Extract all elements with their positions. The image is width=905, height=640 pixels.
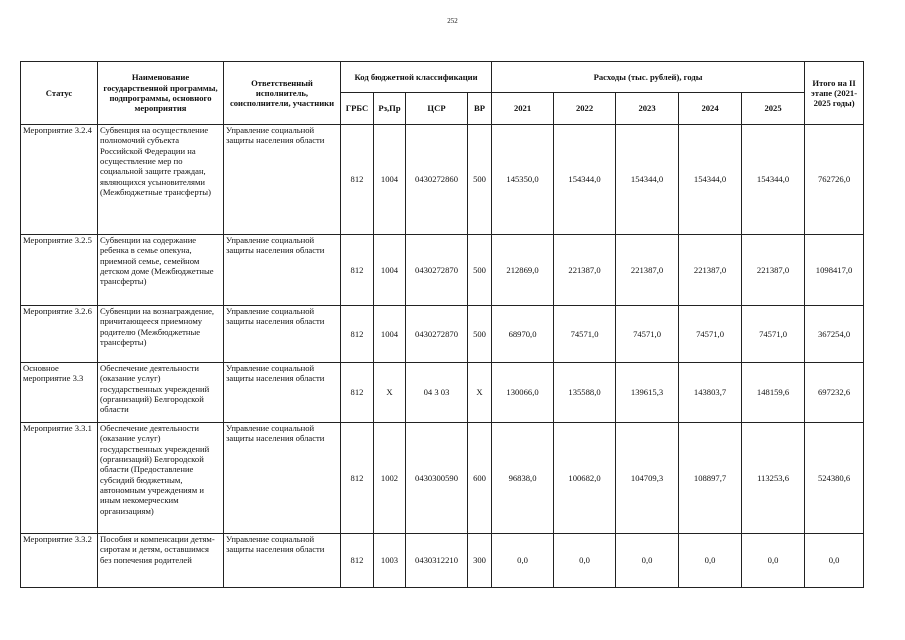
cell-executor: Управление социальной защиты населения области — [224, 423, 341, 534]
header-2024: 2024 — [679, 93, 742, 125]
cell-2024: 154344,0 — [679, 125, 742, 235]
cell-csr: 0430272870 — [406, 306, 468, 363]
cell-grbs: 812 — [341, 306, 374, 363]
cell-2022: 100682,0 — [554, 423, 616, 534]
cell-name: Субвенции на содержание ребенка в семье опекуна, приемной семье, семейном детском доме (Межбюджетные трансферты) — [98, 235, 224, 306]
cell-2025: 148159,6 — [742, 363, 805, 423]
cell-grbs: 812 — [341, 534, 374, 588]
cell-2025: 113253,6 — [742, 423, 805, 534]
cell-2021: 0,0 — [492, 534, 554, 588]
cell-vr: 500 — [468, 306, 492, 363]
header-rzpr: Рз,Пр — [374, 93, 406, 125]
cell-2021: 130066,0 — [492, 363, 554, 423]
table-row — [21, 423, 864, 534]
cell-csr: 04 3 03 — [406, 363, 468, 423]
cell-2023: 221387,0 — [616, 235, 679, 306]
cell-executor: Управление социальной защиты населения области — [224, 534, 341, 588]
header-name: Наименование государственной программы, подпрограммы, основного мероприятия — [98, 62, 224, 125]
cell-2023: 104709,3 — [616, 423, 679, 534]
cell-2022: 154344,0 — [554, 125, 616, 235]
cell-grbs: 812 — [341, 235, 374, 306]
cell-total: 367254,0 — [805, 306, 864, 363]
budget-table — [20, 61, 864, 588]
cell-name: Субвенции на вознаграждение, причитающееся приемному родителю (Межбюджетные трансферты) — [98, 306, 224, 363]
cell-rzpr: 1002 — [374, 423, 406, 534]
cell-name: Субвенция на осуществление полномочий субъекта Российской Федерации на осуществление мер по социальной защите граждан, являющихся усыновителями (Межбюджетные трансферты) — [98, 125, 224, 235]
cell-2025: 154344,0 — [742, 125, 805, 235]
cell-rzpr: 1004 — [374, 125, 406, 235]
table-row — [21, 125, 864, 235]
cell-total: 0,0 — [805, 534, 864, 588]
cell-status: Мероприятие 3.3.2 — [21, 534, 98, 588]
cell-grbs: 812 — [341, 125, 374, 235]
cell-2025: 221387,0 — [742, 235, 805, 306]
cell-2023: 0,0 — [616, 534, 679, 588]
cell-grbs: 812 — [341, 363, 374, 423]
header-2022: 2022 — [554, 93, 616, 125]
cell-2024: 108897,7 — [679, 423, 742, 534]
cell-vr: 500 — [468, 125, 492, 235]
cell-2024: 0,0 — [679, 534, 742, 588]
cell-executor: Управление социальной защиты населения области — [224, 306, 341, 363]
header-row-1 — [21, 62, 864, 93]
cell-rzpr: 1003 — [374, 534, 406, 588]
header-budget-code: Код бюджетной классификации — [341, 62, 492, 93]
cell-2021: 68970,0 — [492, 306, 554, 363]
cell-2021: 212869,0 — [492, 235, 554, 306]
cell-csr: 0430312210 — [406, 534, 468, 588]
cell-2024: 143803,7 — [679, 363, 742, 423]
table-row — [21, 534, 864, 588]
cell-vr: Х — [468, 363, 492, 423]
cell-rzpr: Х — [374, 363, 406, 423]
cell-vr: 600 — [468, 423, 492, 534]
cell-executor: Управление социальной защиты населения области — [224, 235, 341, 306]
header-grbs: ГРБС — [341, 93, 374, 125]
cell-status: Основное мероприятие 3.3 — [21, 363, 98, 423]
cell-2022: 0,0 — [554, 534, 616, 588]
header-total: Итого на II этапе (2021-2025 годы) — [805, 62, 864, 125]
cell-total: 524380,6 — [805, 423, 864, 534]
cell-status: Мероприятие 3.2.4 — [21, 125, 98, 235]
cell-executor: Управление социальной защиты населения области — [224, 363, 341, 423]
cell-2025: 0,0 — [742, 534, 805, 588]
cell-2024: 221387,0 — [679, 235, 742, 306]
cell-2022: 221387,0 — [554, 235, 616, 306]
header-csr: ЦСР — [406, 93, 468, 125]
cell-2023: 139615,3 — [616, 363, 679, 423]
cell-status: Мероприятие 3.2.6 — [21, 306, 98, 363]
header-status: Статус — [21, 62, 98, 125]
header-2025: 2025 — [742, 93, 805, 125]
header-2021: 2021 — [492, 93, 554, 125]
cell-name: Пособия и компенсации детям-сиротам и детям, оставшимся без попечения родителей — [98, 534, 224, 588]
cell-executor: Управление социальной защиты населения области — [224, 125, 341, 235]
cell-total: 1098417,0 — [805, 235, 864, 306]
page-number: 252 — [447, 17, 458, 25]
cell-status: Мероприятие 3.2.5 — [21, 235, 98, 306]
cell-2022: 135588,0 — [554, 363, 616, 423]
cell-2022: 74571,0 — [554, 306, 616, 363]
cell-total: 762726,0 — [805, 125, 864, 235]
table-row — [21, 306, 864, 363]
cell-2025: 74571,0 — [742, 306, 805, 363]
cell-name: Обеспечение деятельности (оказание услуг) государственных учреждений (организаций) Белгородской области (Предоставление субсидий бюджетным, автономным учреждениям и иным некомерческим организациям) — [98, 423, 224, 534]
cell-vr: 500 — [468, 235, 492, 306]
cell-csr: 0430272860 — [406, 125, 468, 235]
header-2023: 2023 — [616, 93, 679, 125]
cell-rzpr: 1004 — [374, 306, 406, 363]
cell-vr: 300 — [468, 534, 492, 588]
cell-csr: 0430272870 — [406, 235, 468, 306]
cell-csr: 0430300590 — [406, 423, 468, 534]
cell-rzpr: 1004 — [374, 235, 406, 306]
header-executor: Ответственный исполнитель, соисполнители, участники — [224, 62, 341, 125]
cell-2023: 154344,0 — [616, 125, 679, 235]
cell-name: Обеспечение деятельности (оказание услуг) государственных учреждений (организаций) Белгородской области — [98, 363, 224, 423]
cell-total: 697232,6 — [805, 363, 864, 423]
cell-grbs: 812 — [341, 423, 374, 534]
header-vr: ВР — [468, 93, 492, 125]
table-row — [21, 235, 864, 306]
table-row — [21, 363, 864, 423]
cell-2024: 74571,0 — [679, 306, 742, 363]
cell-2023: 74571,0 — [616, 306, 679, 363]
cell-2021: 96838,0 — [492, 423, 554, 534]
cell-status: Мероприятие 3.3.1 — [21, 423, 98, 534]
header-expenses: Расходы (тыс. рублей), годы — [492, 62, 805, 93]
cell-2021: 145350,0 — [492, 125, 554, 235]
